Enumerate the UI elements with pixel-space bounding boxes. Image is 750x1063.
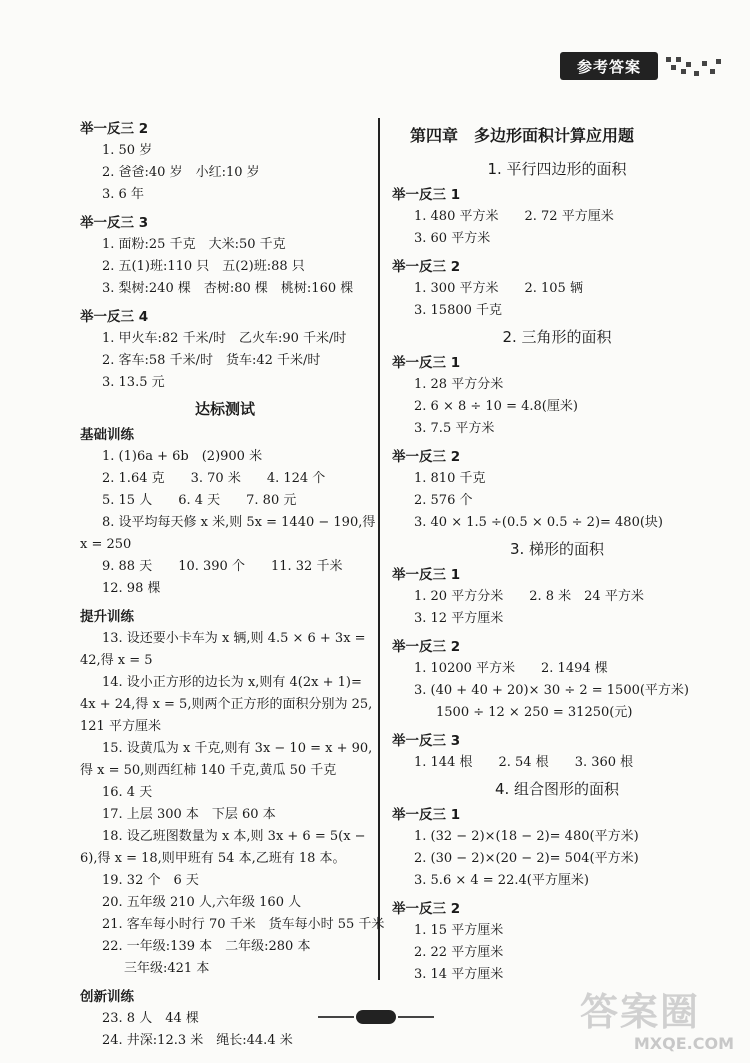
answer-line: 1. 300 平方米 2. 105 辆 (414, 281, 583, 296)
section-heading: 提升训练 (80, 609, 134, 625)
answer-line: 2. 576 个 (414, 493, 473, 508)
answer-line: 2. 22 平方厘米 (414, 945, 504, 960)
answer-line: 2. 客车:58 千米/时 货车:42 千米/时 (102, 353, 321, 368)
answer-line: 17. 上层 300 本 下层 60 本 (102, 807, 276, 822)
section-heading: 举一反三 1 (392, 807, 461, 823)
answer-line: 3. 5.6 × 4 = 22.4(平方厘米) (414, 873, 589, 888)
chapter-title: 第四章 多边形面积计算应用题 (410, 126, 635, 145)
answer-line: 3. 15800 千克 (414, 303, 503, 318)
section-heading: 基础训练 (80, 427, 134, 443)
answer-line: 3. 13.5 元 (102, 375, 165, 390)
answer-line: 20. 五年级 210 人,六年级 160 人 (102, 895, 302, 910)
decorative-dots-icon (666, 57, 726, 79)
section-heading: 举一反三 4 (80, 309, 149, 325)
answer-line: 3. 12 平方厘米 (414, 611, 504, 626)
answer-line: 19. 32 个 6 天 (102, 873, 199, 888)
left-column (80, 118, 385, 1052)
section-heading: 举一反三 2 (392, 259, 461, 275)
answer-line: 8. 设平均每天修 x 米,则 5x = 1440 − 190,得 (102, 515, 376, 530)
answer-line: 1. 20 平方分米 2. 8 米 24 平方米 (414, 589, 644, 604)
subsection-title: 1. 平行四边形的面积 (487, 160, 627, 178)
answer-line: 3. 60 平方米 (414, 231, 491, 246)
answer-line: 1. 144 根 2. 54 根 3. 360 根 (414, 755, 634, 770)
answer-line: 1. 810 千克 (414, 471, 486, 486)
answer-line: 3. 40 × 1.5 ÷(0.5 × 0.5 ÷ 2)= 480(块) (414, 515, 663, 530)
section-heading: 举一反三 2 (392, 639, 461, 655)
answer-line: 21. 客车每小时行 70 千米 货车每小时 55 千米 (102, 917, 385, 932)
section-heading: 举一反三 3 (392, 733, 461, 749)
answer-line: 2. (30 − 2)×(20 − 2)= 504(平方米) (414, 851, 639, 866)
subsection-title: 3. 梯形的面积 (509, 540, 605, 558)
answer-line: 3. 7.5 平方米 (414, 421, 495, 436)
answer-line: 1. (32 − 2)×(18 − 2)= 480(平方米) (414, 829, 639, 844)
answer-line: 2. 五(1)班:110 只 五(2)班:88 只 (102, 259, 305, 274)
answer-line: 12. 98 棵 (102, 581, 161, 596)
subsection-title: 2. 三角形的面积 (502, 328, 612, 346)
answer-line: 1. 15 平方厘米 (414, 923, 504, 938)
answer-line: 18. 设乙班图数量为 x 本,则 3x + 6 = 5(x − (102, 829, 366, 844)
answer-line: 1. 28 平方分米 (414, 377, 504, 392)
answer-line: 1. 甲火车:82 千米/时 乙火车:90 千米/时 (102, 331, 347, 346)
answer-line: 3. 梨树:240 棵 杏树:80 棵 桃树:160 棵 (102, 281, 354, 296)
answer-line: 121 平方厘米 (80, 719, 161, 734)
section-heading: 举一反三 1 (392, 187, 461, 203)
section-heading: 举一反三 1 (392, 567, 461, 583)
column-divider (378, 118, 380, 980)
answer-line: 1500 ÷ 12 × 250 = 31250(元) (436, 705, 633, 720)
answer-line: 4x + 24,得 x = 5,则两个正方形的面积分别为 25, (80, 697, 373, 712)
right-column (392, 118, 722, 986)
section-heading: 创新训练 (80, 989, 134, 1005)
section-heading: 举一反三 2 (392, 449, 461, 465)
answer-line: 3. 14 平方厘米 (414, 967, 504, 982)
answer-line: 5. 15 人 6. 4 天 7. 80 元 (102, 493, 297, 508)
section-heading: 举一反三 2 (392, 901, 461, 917)
answer-line: 2. 爸爸:40 岁 小红:10 岁 (102, 165, 260, 180)
section-heading: 举一反三 3 (80, 215, 149, 231)
answer-line: 1. 10200 平方米 2. 1494 棵 (414, 661, 608, 676)
answer-line: 9. 88 天 10. 390 个 11. 32 千米 (102, 559, 343, 574)
answer-line: 三年级:421 本 (124, 961, 210, 976)
subsection-title: 4. 组合图形的面积 (494, 780, 620, 798)
answer-line: 得 x = 50,则西红柿 140 千克,黄瓜 50 千克 (80, 763, 337, 778)
page-number-ornament (318, 1010, 434, 1024)
answer-line: 22. 一年级:139 本 二年级:280 本 (102, 939, 311, 954)
site-watermark (580, 990, 740, 1056)
answer-line: 13. 设还要小卡车为 x 辆,则 4.5 × 6 + 3x = (102, 631, 366, 646)
answer-line: 14. 设小正方形的边长为 x,则有 4(2x + 1)= (102, 675, 362, 690)
answer-line: 6),得 x = 18,则甲班有 54 本,乙班有 18 本。 (80, 851, 346, 866)
test-section-title: 达标测试 (194, 400, 255, 418)
answer-line: 2. 1.64 克 3. 70 米 4. 124 个 (102, 471, 326, 486)
answer-line: 1. 面粉:25 千克 大米:50 千克 (102, 237, 286, 252)
section-heading: 举一反三 2 (80, 121, 149, 137)
answer-line: 2. 6 × 8 ÷ 10 = 4.8(厘米) (414, 399, 578, 414)
answer-line: 1. (1)6a + 6b (2)900 米 (102, 449, 263, 464)
answer-line: 3. 6 年 (102, 187, 144, 202)
answer-line: 15. 设黄瓜为 x 千克,则有 3x − 10 = x + 90, (102, 741, 373, 756)
answer-line: 1. 50 岁 (102, 143, 153, 158)
answer-line: 23. 8 人 44 棵 (102, 1011, 199, 1026)
watermark-logo: 答案圈 (580, 990, 701, 1034)
answer-line: 42,得 x = 5 (80, 653, 153, 668)
section-heading: 举一反三 1 (392, 355, 461, 371)
answer-line: 1. 480 平方米 2. 72 平方厘米 (414, 209, 614, 224)
answer-line: 24. 井深:12.3 米 绳长:44.4 米 (102, 1033, 293, 1048)
watermark-url: MXQE.COM (633, 1034, 734, 1053)
answer-line: x = 250 (80, 537, 132, 552)
answer-line: 3. (40 + 40 + 20)× 30 ÷ 2 = 1500(平方米) (414, 683, 689, 698)
answer-line: 16. 4 天 (102, 785, 153, 800)
answer-key-badge: 参考答案 (560, 52, 658, 80)
